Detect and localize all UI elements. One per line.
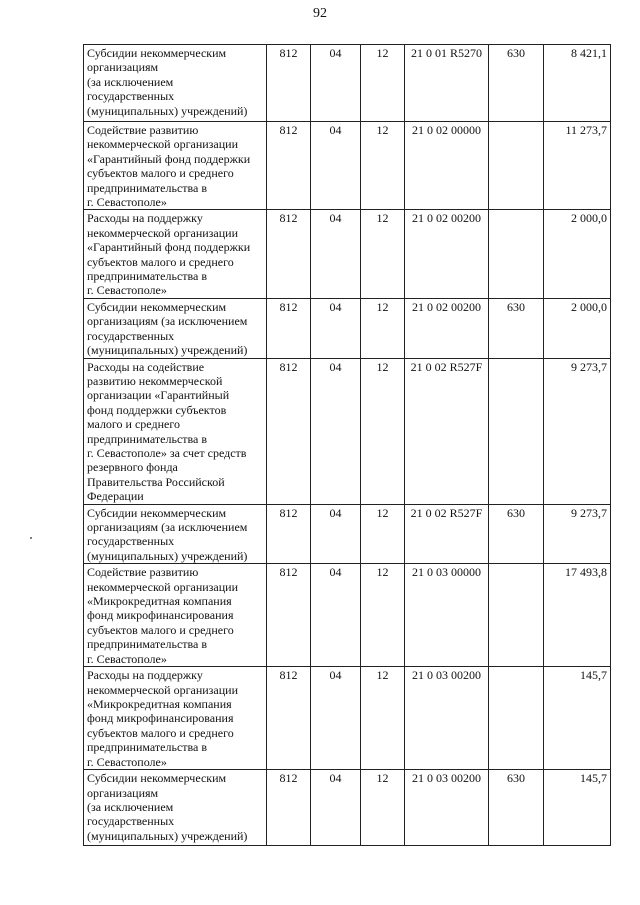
- subsection-cell: 12: [361, 504, 405, 564]
- expense-name-cell: Содействие развитию некоммерческой организации «Микрокредитная компания фонд микрофинансирования субъектов малого и среднего предпринимательства в г. Севастополе»: [84, 564, 267, 667]
- target-article-cell: 21 0 01 R5270: [405, 45, 489, 122]
- table-row: [84, 122, 611, 210]
- subsection-cell: 12: [361, 358, 405, 504]
- amount-cell: 2 000,0: [544, 298, 611, 358]
- expense-type-cell: [489, 122, 544, 210]
- ministry-code-cell: 812: [267, 298, 311, 358]
- expense-name-cell: Содействие развитию некоммерческой организации «Гарантийный фонд поддержки субъектов малого и среднего предпринимательства в г. Севастополе»: [84, 122, 267, 210]
- subsection-cell: 12: [361, 770, 405, 846]
- amount-cell: 11 273,7: [544, 122, 611, 210]
- section-cell: 04: [311, 298, 361, 358]
- expense-name-cell: Субсидии некоммерческим организациям (за исключением государственных (муниципальных) учреждений): [84, 504, 267, 564]
- table-row: [84, 298, 611, 358]
- table-row: [84, 564, 611, 667]
- amount-cell: 17 493,8: [544, 564, 611, 667]
- page-number: 92: [313, 6, 327, 21]
- target-article-cell: 21 0 02 R527F: [405, 504, 489, 564]
- section-cell: 04: [311, 564, 361, 667]
- section-cell: 04: [311, 667, 361, 770]
- expense-type-cell: 630: [489, 770, 544, 846]
- expense-type-cell: 630: [489, 298, 544, 358]
- ministry-code-cell: 812: [267, 122, 311, 210]
- subsection-cell: 12: [361, 564, 405, 667]
- table-row: [84, 210, 611, 298]
- subsection-cell: 12: [361, 45, 405, 122]
- subsection-cell: 12: [361, 667, 405, 770]
- expense-type-cell: 630: [489, 45, 544, 122]
- table-row: [84, 358, 611, 504]
- budget-table: [83, 44, 611, 846]
- amount-cell: 2 000,0: [544, 210, 611, 298]
- subsection-cell: 12: [361, 298, 405, 358]
- ministry-code-cell: 812: [267, 358, 311, 504]
- expense-name-cell: Субсидии некоммерческим организациям (за исключением государственных (муниципальных) учреждений): [84, 298, 267, 358]
- section-cell: 04: [311, 358, 361, 504]
- target-article-cell: 21 0 03 00200: [405, 667, 489, 770]
- expense-type-cell: [489, 210, 544, 298]
- amount-cell: 9 273,7: [544, 504, 611, 564]
- table-row: [84, 504, 611, 564]
- expense-name-cell: Расходы на поддержку некоммерческой организации «Гарантийный фонд поддержки субъектов малого и среднего предпринимательства в г. Севастополе»: [84, 210, 267, 298]
- target-article-cell: 21 0 02 00200: [405, 298, 489, 358]
- section-cell: 04: [311, 504, 361, 564]
- expense-type-cell: [489, 564, 544, 667]
- target-article-cell: 21 0 02 00200: [405, 210, 489, 298]
- ministry-code-cell: 812: [267, 564, 311, 667]
- subsection-cell: 12: [361, 122, 405, 210]
- expense-name-cell: Расходы на поддержку некоммерческой организации «Микрокредитная компания фонд микрофинансирования субъектов малого и среднего предпринимательства в г. Севастополе»: [84, 667, 267, 770]
- section-cell: 04: [311, 210, 361, 298]
- target-article-cell: 21 0 03 00200: [405, 770, 489, 846]
- ministry-code-cell: 812: [267, 504, 311, 564]
- expense-type-cell: [489, 667, 544, 770]
- target-article-cell: 21 0 02 R527F: [405, 358, 489, 504]
- expense-name-cell: Расходы на содействие развитию некоммерческой организации «Гарантийный фонд поддержки субъектов малого и среднего предпринимательства в г. Севастополе» за счет средств резервного фонда Правительства Российской Федерации: [84, 358, 267, 504]
- table-row: [84, 45, 611, 122]
- section-cell: 04: [311, 45, 361, 122]
- section-cell: 04: [311, 770, 361, 846]
- ministry-code-cell: 812: [267, 45, 311, 122]
- ministry-code-cell: 812: [267, 210, 311, 298]
- subsection-cell: 12: [361, 210, 405, 298]
- amount-cell: 145,7: [544, 667, 611, 770]
- expense-name-cell: Субсидии некоммерческим организациям (за исключением государственных (муниципальных) учреждений): [84, 45, 267, 122]
- ministry-code-cell: 812: [267, 770, 311, 846]
- expense-type-cell: 630: [489, 504, 544, 564]
- table-row: [84, 770, 611, 846]
- table-row: [84, 667, 611, 770]
- scan-speck: [30, 537, 32, 539]
- amount-cell: 145,7: [544, 770, 611, 846]
- section-cell: 04: [311, 122, 361, 210]
- target-article-cell: 21 0 03 00000: [405, 564, 489, 667]
- amount-cell: 9 273,7: [544, 358, 611, 504]
- expense-type-cell: [489, 358, 544, 504]
- target-article-cell: 21 0 02 00000: [405, 122, 489, 210]
- amount-cell: 8 421,1: [544, 45, 611, 122]
- ministry-code-cell: 812: [267, 667, 311, 770]
- expense-name-cell: Субсидии некоммерческим организациям (за исключением государственных (муниципальных) учреждений): [84, 770, 267, 846]
